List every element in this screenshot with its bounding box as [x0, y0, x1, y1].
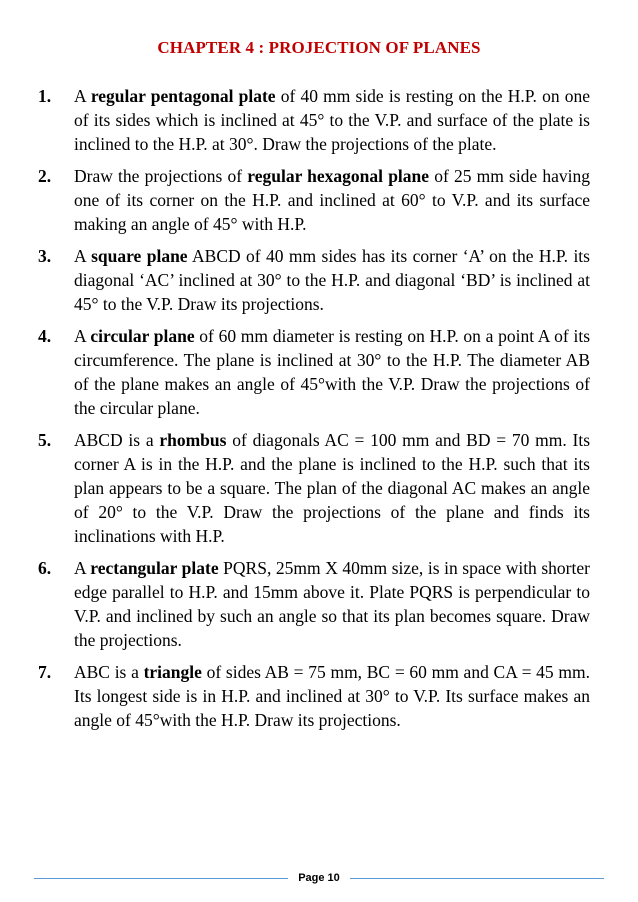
- question-text: [74, 324, 590, 420]
- question-item: [38, 164, 590, 236]
- question-text-start: A: [74, 246, 92, 266]
- question-keyword: triangle: [143, 662, 202, 682]
- question-text: [74, 428, 590, 548]
- question-text-end: of 40 mm side is resting on the H.P. on one of its sides which is inclined at 45° to the V.P. and surface of the plate is inclined to the H.P. at 30°. Draw the projections of the plate.: [74, 86, 590, 154]
- question-keyword: regular hexagonal plane: [247, 166, 430, 186]
- question-text: [74, 660, 590, 732]
- question-number: 2.: [38, 166, 52, 186]
- question-list: [38, 84, 590, 740]
- question-keyword: circular plane: [90, 326, 195, 346]
- question-number: 1.: [38, 86, 52, 106]
- question-item: [38, 244, 590, 316]
- question-text-start: ABCD is a: [74, 430, 160, 450]
- question-keyword: rectangular plate: [90, 558, 219, 578]
- question-item: [38, 660, 590, 732]
- question-item: [38, 324, 590, 420]
- question-keyword: square plane: [91, 246, 188, 266]
- page-footer: [34, 870, 604, 886]
- question-text: [74, 164, 590, 236]
- question-text: [74, 556, 590, 652]
- question-keyword: regular pentagonal plate: [90, 86, 276, 106]
- question-item: [38, 556, 590, 652]
- question-text: [74, 244, 590, 316]
- chapter-title: CHAPTER 4 : PROJECTION OF PLANES: [157, 38, 481, 57]
- question-number: 4.: [38, 326, 52, 346]
- question-text-end: ABCD of 40 mm sides has its corner ‘A’ on the H.P. its diagonal ‘AC’ inclined at 30° to the H.P. and diagonal ‘BD’ is inclined at 45° to the V.P. Draw its projections.: [74, 246, 590, 314]
- question-number: 6.: [38, 558, 52, 578]
- question-number: 5.: [38, 430, 52, 450]
- question-text-end: of sides AB = 75 mm, BC = 60 mm and CA = 45 mm. Its longest side is in H.P. and inclined at 30° to V.P. Its surface makes an angle of 45°with the H.P. Draw its projections.: [74, 662, 590, 730]
- footer-rule-right: [350, 878, 604, 879]
- page-number: Page 10: [298, 872, 340, 884]
- question-text-start: A: [74, 326, 91, 346]
- question-item: [38, 84, 590, 156]
- question-text: [74, 84, 590, 156]
- question-text-end: of diagonals AC = 100 mm and BD = 70 mm. Its corner A is in the H.P. and the plane is inclined to the H.P. such that its plan appears to be a square. The plan of the diagonal AC makes an angle of 20° to the V.P. Draw the projections of the plane and finds its inclinations with H.P.: [74, 430, 590, 546]
- question-text-start: A: [74, 558, 91, 578]
- question-keyword: rhombus: [159, 430, 227, 450]
- question-text-end: PQRS, 25mm X 40mm size, is in space with shorter edge parallel to H.P. and 15mm above it. Plate PQRS is perpendicular to V.P. and inclined by such an angle so that its plan becomes square. Draw the projections.: [74, 558, 590, 650]
- question-text-end: of 25 mm side having one of its corner on the H.P. and inclined at 60° to V.P. and its surface making an angle of 45° with H.P.: [74, 166, 590, 234]
- footer-rule-left: [34, 878, 288, 879]
- question-item: [38, 428, 590, 548]
- question-text-end: of 60 mm diameter is resting on H.P. on a point A of its circumference. The plane is inclined at 30° to the H.P. The diameter AB of the plane makes an angle of 45°with the V.P. Draw the projections of the circular plane.: [74, 326, 590, 418]
- question-number: 7.: [38, 662, 52, 682]
- question-text-start: A: [74, 86, 91, 106]
- question-text-start: ABC is a: [74, 662, 144, 682]
- question-text-start: Draw the projections of: [74, 166, 248, 186]
- question-number: 3.: [38, 246, 52, 266]
